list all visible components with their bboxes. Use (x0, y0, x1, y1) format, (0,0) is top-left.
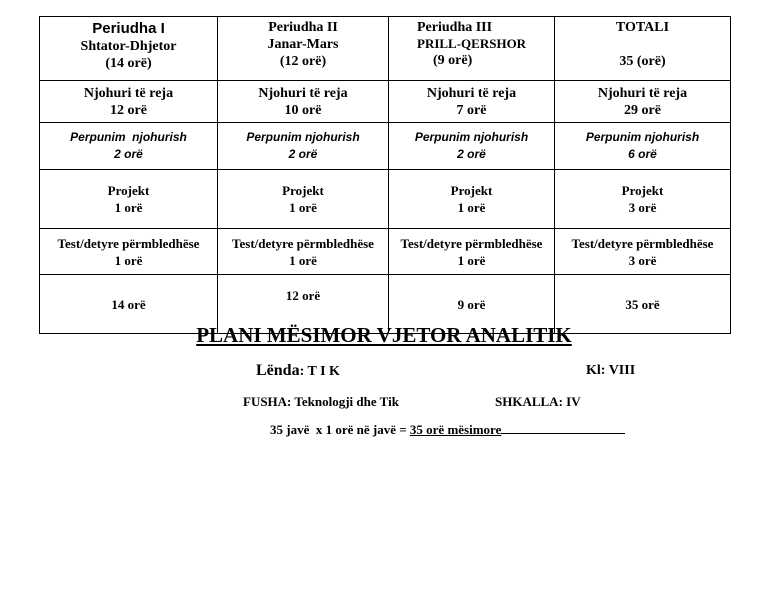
cell-value: 1 orë (289, 200, 317, 215)
field-label: FUSHA: Teknologji dhe Tik (243, 394, 399, 409)
cell-label: Perpunim njohurish (585, 130, 700, 144)
table-cell (389, 81, 555, 123)
period-3-header (389, 17, 555, 81)
cell-label: Njohuri të reja (258, 85, 348, 101)
cell-value: 1 orë (114, 200, 143, 215)
cell-label: Njohuri të reja (426, 85, 517, 101)
total-hours: 35 (orë) (619, 54, 666, 69)
weeks-total: 35 orë mësimore (409, 422, 502, 437)
cell-value: 1 orë (289, 252, 317, 268)
table-cell (555, 81, 731, 123)
level-label: SHKALLA: IV (495, 394, 581, 409)
cell-value: 2 orë (457, 147, 486, 161)
table-cell (389, 123, 555, 170)
cell-value: 1 orë (114, 252, 143, 268)
cell-value: 2 orë (114, 147, 143, 161)
subject-value: : T I K (299, 364, 340, 379)
cell-label: Projekt (282, 183, 324, 198)
total-cell: 9 orë (389, 275, 555, 334)
period-2-header (218, 17, 389, 81)
table-row (40, 123, 731, 170)
table-cell (218, 229, 389, 275)
period-name: Periudha II (268, 20, 338, 35)
underline-fill (501, 422, 625, 434)
period-hours: (12 orë) (279, 54, 327, 69)
total-cell: 14 orë (40, 275, 218, 334)
table-row (40, 229, 731, 275)
cell-label: Projekt (621, 183, 664, 198)
annual-plan-table (39, 16, 731, 334)
period-1-header (40, 17, 218, 81)
cell-label: Test/detyre përmbledhëse (571, 235, 714, 251)
period-name: Periudha I (92, 20, 165, 37)
table-cell (218, 123, 389, 170)
page-title: PLANI MËSIMOR VJETOR ANALITIK (196, 323, 572, 347)
cell-value: 2 orë (288, 147, 318, 161)
table-cell (555, 123, 731, 170)
class-label: Kl: VIII (586, 363, 636, 378)
cell-value: 1 orë (457, 252, 486, 268)
cell-value: 29 orë (624, 102, 661, 118)
period-months: Janar-Mars (267, 37, 339, 52)
total-cell: 35 orë (555, 275, 731, 334)
table-cell (40, 170, 218, 229)
cell-value: 6 orë (628, 147, 657, 161)
table-cell (40, 229, 218, 275)
total-name: TOTALI (615, 20, 670, 35)
subject-line (256, 362, 340, 380)
table-cell (218, 170, 389, 229)
weeks-formula: 35 javë x 1 orë në javë = (270, 422, 410, 437)
period-hours: (14 orë) (105, 56, 152, 71)
table-row (40, 170, 731, 229)
total-cell: 12 orë (218, 275, 389, 334)
cell-label: Test/detyre përmbledhëse (57, 235, 200, 251)
cell-value: 3 orë (628, 200, 657, 215)
cell-label: Perpunim njohurish (70, 130, 187, 144)
cell-value: 1 orë (457, 200, 486, 215)
cell-value: 12 orë (110, 102, 147, 118)
table-cell (389, 229, 555, 275)
table-cell (555, 170, 731, 229)
cell-label: Perpunim njohurish (414, 130, 529, 144)
table-cell (40, 123, 218, 170)
table-row (40, 81, 731, 123)
cell-value: 3 orë (628, 252, 657, 268)
table-cell (389, 170, 555, 229)
total-spacer (555, 36, 730, 53)
table-cell (218, 81, 389, 123)
table-cell (555, 229, 731, 275)
period-hours: (9 orë) (433, 53, 473, 68)
cell-label: Perpunim njohurish (246, 130, 360, 144)
period-months: Shtator-Dhjetor (80, 39, 177, 54)
cell-label: Projekt (107, 183, 150, 198)
cell-label: Test/detyre përmbledhëse (400, 235, 543, 251)
period-months: PRILL-QERSHOR (417, 36, 527, 51)
period-name: Periudha III (417, 20, 493, 35)
cell-value: 10 orë (284, 102, 322, 118)
subject-label: Lënda (256, 362, 300, 379)
cell-label: Njohuri të reja (83, 85, 174, 101)
cell-value: 7 orë (456, 102, 487, 118)
cell-label: Njohuri të reja (597, 85, 688, 101)
table-cell (40, 81, 218, 123)
table-header-row (40, 17, 731, 81)
cell-label: Test/detyre përmbledhëse (232, 235, 374, 251)
total-header (555, 17, 731, 81)
cell-label: Projekt (450, 183, 493, 198)
weeks-summary (270, 422, 625, 438)
